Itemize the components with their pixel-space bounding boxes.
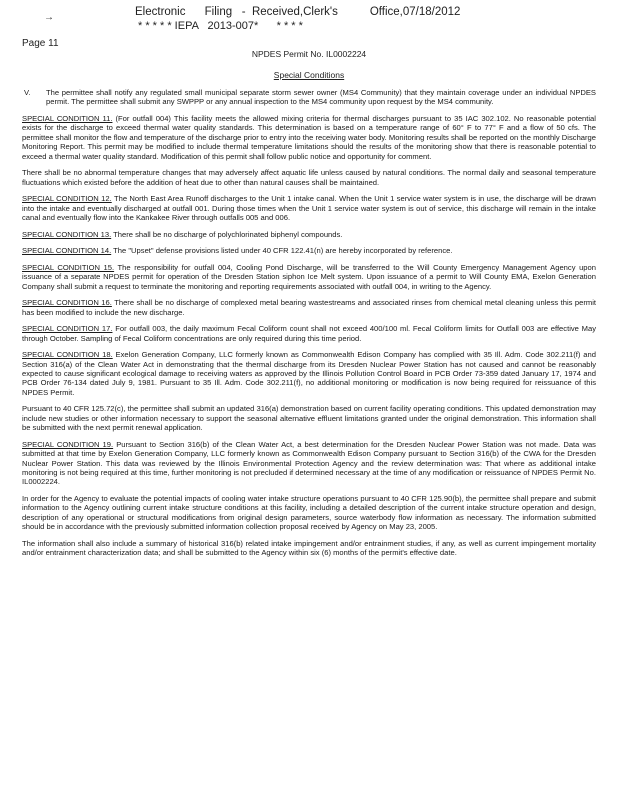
condition-paragraph bbox=[22, 494, 596, 532]
condition-text: Exelon Generation Company, LLC formerly known as Commonwealth Edison Company has complied with 35 Ill. Adm. Code 302.211(f) and Section 316(a) of the Clean Water Act in demonstrating that the thermal discharge from its Dresden Nuclear Power Station has not caused and cannot be reasonably expected to cause significant ecological damage to receiving waters as approved by the Illinois Pollution Control Board in PCB Order 73-359 dated January 17, 1974 and PCB Order 76-134 dated July 9, 1981. Pursuant to 35 Ill. Adm. Code 302.211(f), no additional monitoring or modification is now being required for reissuance of this NPDES Permit. bbox=[22, 350, 596, 397]
condition-text: There shall be no discharge of complexed metal bearing wastestreams and associated rinses from chemical metal cleaning unless this permit has been modified to include the new discharge. bbox=[22, 298, 596, 317]
condition-text: There shall be no discharge of polychlorinated biphenyl compounds. bbox=[113, 229, 343, 239]
condition-label: SPECIAL CONDITION 15. bbox=[22, 262, 115, 272]
condition-label: SPECIAL CONDITION 11. bbox=[22, 114, 113, 123]
condition-paragraph bbox=[22, 404, 596, 432]
arrow-mark-icon: → bbox=[44, 12, 54, 23]
condition-label: SPECIAL CONDITION 16. bbox=[22, 298, 112, 308]
condition-text: Pursuant to Section 316(b) of the Clean Water Act, a best determination for the Dresden Nuclear Power Station was not made. Data was submitted at that time by Exelon Generation Company, LLC formerly known as Commonwealth Edison Company pursuant to Section 316(b) of the CWA for the Dresden Nuclear Power Station. This data was reviewed by the Illinois Environmental Protection Agency and the review determination was: That where as additional intake monitoring is not being required at this time, further monitoring is not precluded if determined necessary at the time of any modification or reissuance of NPDES Permit No. IL0002224. bbox=[22, 439, 596, 487]
condition-label: SPECIAL CONDITION 18. bbox=[22, 350, 113, 360]
condition-label: SPECIAL CONDITION 13. bbox=[22, 229, 112, 239]
condition-paragraph bbox=[22, 230, 596, 239]
condition-paragraph bbox=[22, 246, 596, 255]
item-v bbox=[22, 88, 596, 107]
item-v-number: V. bbox=[24, 88, 31, 97]
item-v-text: The permittee shall notify any regulated small municipal separate storm sewer owner (MS4 Community) that they maintain coverage under an individual NPDES permit. The permittee shall submit any SWPPP or any annual inspection to the MS4 community upon request by the MS4 community. bbox=[46, 88, 596, 107]
condition-paragraph bbox=[22, 263, 596, 291]
condition-text: (For outfall 004) This facility meets the allowed mixing criteria for thermal discharges pursuant to 35 IAC 302.102. No reasonable potential exists for the discharge to exceed thermal water quality standards. This determination is based on a temperature range of 60° F to 77° F and a flow of 50 cfs. The permittee shall monitor the flow and temperature of the discharge prior to entry into the receiving water body. Monitoring results shall be reported on the monthly Discharge Monitoring Report. This permit may be modified to include thermal temperature limitations should the results of the monitoring show that there is reasonable potential to exceed a thermal water quality standard. Modification of this permit shall follow public notice and opportunity for comment. bbox=[22, 114, 596, 161]
conditions-list bbox=[22, 114, 596, 558]
condition-label: SPECIAL CONDITION 19. bbox=[22, 439, 114, 449]
condition-label: SPECIAL CONDITION 17. bbox=[22, 324, 113, 334]
condition-paragraph bbox=[22, 324, 596, 343]
section-title: Special Conditions bbox=[273, 70, 345, 80]
condition-paragraph bbox=[22, 350, 596, 397]
condition-text: The "Upset" defense provisions listed under 40 CFR 122.41(n) are hereby incorporated by reference. bbox=[113, 246, 453, 256]
condition-paragraph bbox=[22, 440, 596, 487]
condition-text: In order for the Agency to evaluate the potential impacts of cooling water intake structure operations pursuant to 40 CFR 125.90(b), the permittee shall prepare and submit information to the Agency outlining current intake structure conditions at this facility, including a detailed description of the current intake structure operation and design, description of any operational or structural modifications from original design parameters, source waterbody flow information as necessary. The information submitted should be in accordance with the previously submitted information collection proposal received by Agency on May 23, 2005. bbox=[22, 494, 596, 532]
condition-paragraph bbox=[22, 114, 596, 161]
page-number: Page 11 bbox=[22, 38, 59, 49]
condition-text: The responsibility for outfall 004, Cooling Pond Discharge, will be transferred to the Will County Emergency Management Agency upon issuance of a separate NPDES permit for operation of the Dresden Station siphon Ice Melt system. Upon issuance of a permit to Will County EMA, Exelon Generation Company shall submit a request to terminate the monitoring and reporting requirements associated with outfall 004, in writing to the Agency. bbox=[22, 262, 596, 291]
condition-text: The North East Area Runoff discharges to the Unit 1 intake canal. When the Unit 1 service water system is in use, the discharge will be drawn into the intake and eventually discharged at outfall 001. During those times when the Unit 1 service water system is out of service, this discharge will remain in the intake canal and eventually flow into the Kankakee River through outfalls 005 and 006. bbox=[22, 194, 596, 223]
document-body bbox=[22, 88, 596, 565]
condition-text: Pursuant to 40 CFR 125.72(c), the permittee shall submit an updated 316(a) demonstration based on current facility operating conditions. This updated demonstration may include new studies or other information necessary to support the seasonal alternative effluent limitations granted under the original demonstration. This information shall be submitted with the next permit renewal application. bbox=[22, 404, 596, 433]
condition-text: There shall be no abnormal temperature changes that may adversely affect aquatic life unless caused by natural conditions. The normal daily and seasonal temperature fluctuations which existed before the addition of heat due to other than natural causes shall be maintained. bbox=[22, 168, 596, 187]
condition-label: SPECIAL CONDITION 14. bbox=[22, 246, 112, 256]
condition-paragraph bbox=[22, 168, 596, 187]
filing-stamp-line2: * * * * * IEPA 2013-007* * * * * bbox=[138, 20, 303, 32]
condition-text: The information shall also include a summary of historical 316(b) related intake impingement and/or entrainment studies, if any, as well as current impingement mortality and/or entrainment characterization data; and shall be submitted to the Agency within six (6) months of the permit's effective date. bbox=[22, 538, 596, 558]
condition-label: SPECIAL CONDITION 12. bbox=[22, 194, 112, 204]
condition-paragraph bbox=[22, 539, 596, 558]
condition-text: For outfall 003, the daily maximum Fecal Coliform count shall not exceed 400/100 ml. Fecal Coliform limits for Outfall 003 are effective May through October. Sampling of Fecal Coliform concentrations are only required during this time period. bbox=[22, 324, 596, 343]
filing-stamp-line1: Electronic Filing - Received,Clerk's Office,07/18/2012 bbox=[135, 6, 461, 18]
permit-number: NPDES Permit No. IL0002224 bbox=[251, 49, 367, 59]
condition-paragraph bbox=[22, 194, 596, 222]
condition-paragraph bbox=[22, 298, 596, 317]
